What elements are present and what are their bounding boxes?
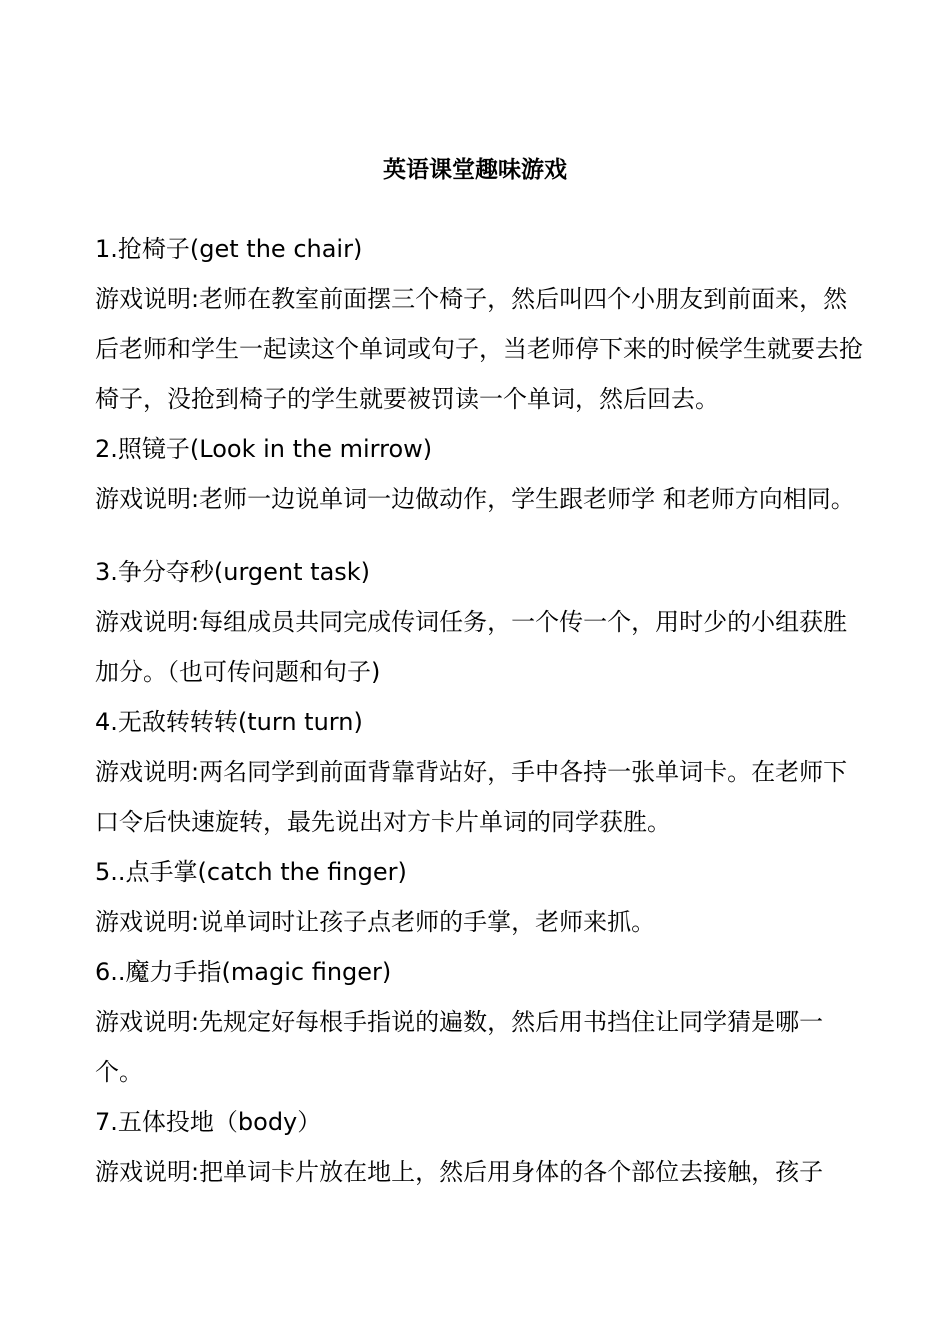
- game-4-heading: 4.无敌转转转(turn turn): [95, 708, 363, 736]
- game-1-description: 游戏说明:老师在教室前面摆三个椅子，然后叫四个小朋友到前面来，然后老师和学生一起读这个单词或句子，当老师停下来的时候学生就要去抢椅子，没抢到椅子的学生就要被罚读一个单词，然后回去。: [95, 285, 863, 413]
- document-title: 英语课堂趣味游戏: [383, 156, 567, 183]
- paragraph-spacer: [95, 524, 870, 547]
- game-1-heading: 1.抢椅子(get the chair): [95, 235, 363, 263]
- game-6-heading: 6..魔力手指(magic finger): [95, 958, 392, 986]
- game-5-heading: 5..点手掌(catch the finger): [95, 858, 407, 886]
- game-2-description: 游戏说明:老师一边说单词一边做动作，学生跟老师学 和老师方向相同。: [95, 485, 855, 513]
- game-7-heading: 7.五体投地（body）: [95, 1108, 322, 1136]
- game-2-heading: 2.照镜子(Look in the mirrow): [95, 435, 433, 463]
- document-body: [95, 224, 870, 1197]
- game-6-description: 游戏说明:先规定好每根手指说的遍数，然后用书挡住让同学猜是哪一个。: [95, 1008, 824, 1086]
- game-3-description: 游戏说明:每组成员共同完成传词任务，一个传一个，用时少的小组获胜加分。（也可传问题和句子): [95, 608, 848, 686]
- game-3-heading: 3.争分夺秒(urgent task): [95, 558, 371, 586]
- game-7-description: 游戏说明:把单词卡片放在地上，然后用身体的各个部位去接触，孩子: [95, 1158, 824, 1186]
- game-4-description: 游戏说明:两名同学到前面背靠背站好，手中各持一张单词卡。在老师下口令后快速旋转，最先说出对方卡片单词的同学获胜。: [95, 758, 848, 836]
- game-5-description: 游戏说明:说单词时让孩子点老师的手掌，老师来抓。: [95, 908, 656, 936]
